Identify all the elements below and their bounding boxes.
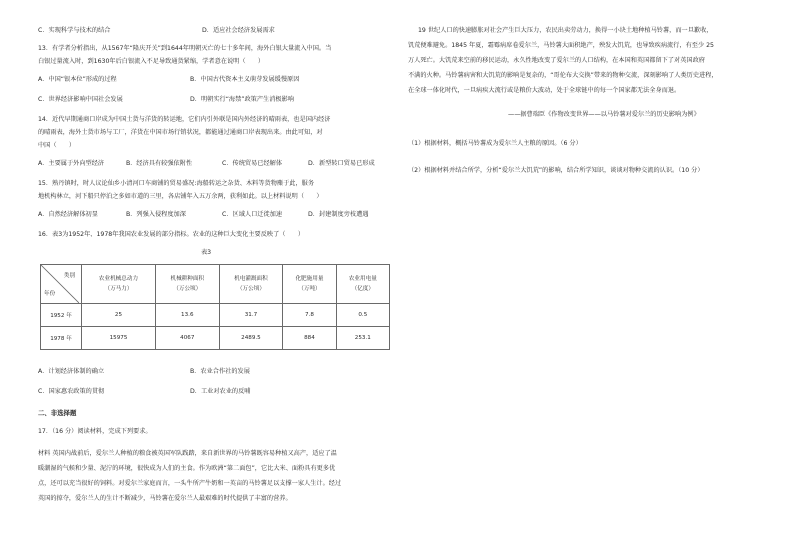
table-cell: 25 — [82, 304, 156, 327]
q16-option-d: D．工业对农业的反哺 — [190, 388, 251, 395]
material-paragraph-line1: 19 世纪人口的快速膨胀对社会产生巨大压力，农民出卖劳动力，换得一小块土地种植马铃薯，而一旦歉收， — [418, 27, 713, 34]
q17-subquestion-2: （2）根据材料并结合所学，分析“爱尔兰大饥荒”的影响，结合所学知识，谈谈对物种交流的认识。（10 分） — [408, 167, 704, 174]
q13-option-d: D．明朝实行“海禁”政策产生消极影响 — [190, 96, 294, 103]
table-cell: 0.5 — [336, 304, 389, 327]
q15-stem-line1: 15．熟丹镇时，时人议论仙乡小清河口车商铺的贸易盛况:海船转运之杂货、木料等货物麇于此，服务 — [38, 180, 315, 187]
corner-label-category: 类别 — [63, 273, 75, 279]
material-source: ——据曹瑞臣《作物改变世界——以马铃薯对爱尔兰的历史影响为例》 — [508, 111, 700, 118]
table-row-1978 — [41, 327, 390, 350]
material-paragraph-line5: 在全球一体化时代，一旦病疾大流行或是粮价大波动，处于全球链中的每一个国家都无法全身而退。 — [408, 87, 681, 94]
q17-material-line3: 点，还可以充当很好的饲料。对爱尔兰家庭而言，一头牛所产牛奶和一英亩的马铃薯足以支撑一家人生计。经过 — [38, 480, 342, 487]
q16-option-c: C．国家惠农政策的贯彻 — [38, 388, 105, 395]
table-cell: 2489.5 — [219, 327, 283, 350]
q17-subquestion-1: （1）根据材料，概括马铃薯成为爱尔兰人主粮的原因。（6 分） — [408, 140, 582, 147]
q17-material-line4: 英国的掠夺，爱尔兰人的生计不断减少，马铃薯在爱尔兰人最艰难的时代提供了丰富的营养。 — [38, 495, 292, 502]
q15-option-b: B．列强入侵程度加深 — [126, 211, 186, 218]
header-cell-fertilizer: 化肥施用量 （万吨） — [283, 265, 336, 304]
agriculture-table — [40, 264, 390, 350]
table-corner-cell — [41, 265, 82, 304]
table-row-1952 — [41, 304, 390, 327]
q14-option-b: B．经济具有较强依附性 — [126, 160, 193, 167]
table-cell: 13.6 — [155, 304, 219, 327]
section-heading-non-choice: 二、非选择题 — [38, 409, 77, 417]
q15-stem-line2: 地机构林立，河下船只停泊之多如市道的三里，各店铺年入五万余两，获利如此。以上材料说明（ ） — [38, 193, 323, 200]
q14-option-c: C．传统贸易已经解体 — [222, 160, 283, 167]
table-cell: 31.7 — [219, 304, 283, 327]
q12-option-c: C．实现科学与技术的结合 — [38, 27, 111, 34]
header-cell-irrigation-area: 机电灌溉面积 （万公顷） — [219, 265, 283, 304]
q16-stem: 16．表3为1952年、1978年我国农业发展的部分指标。农业的这种巨大变化主要反映了（ ） — [38, 231, 305, 238]
q16-option-b: B．农业合作社的发展 — [190, 368, 250, 375]
q17-stem: 17．（16 分）阅读材料，完成下列要求。 — [38, 428, 152, 435]
table-caption: 表3 — [201, 249, 212, 256]
header-cell-electricity: 农业用电量 （亿度） — [336, 265, 389, 304]
q13-stem-line2: 白银过量流入时，到1630年后白银流入不足导致通货紧缩，学者意在说明（ ） — [38, 58, 265, 65]
q14-option-d: D．新型转口贸易已形成 — [308, 160, 375, 167]
q15-option-a: A．自然经济解体初显 — [38, 211, 98, 218]
q15-option-d: D．封建制度旁枝遭遇 — [308, 211, 369, 218]
material-paragraph-line4: 不满的火种。马铃薯病害和大饥荒的影响是复杂的，“哥伦布大交换”带来的物种交流，深刻影响了人类历史进程， — [408, 72, 718, 79]
q14-stem-line1: 14．近代早期通商口岸成为中国土货与洋货的转运地，它们内引外联是国内外经济的晴雨表，也是国内经济 — [38, 116, 331, 123]
table-cell: 4067 — [155, 327, 219, 350]
table-cell-year: 1952 年 — [41, 304, 82, 327]
table-cell: 884 — [283, 327, 336, 350]
q13-stem-line1: 13．有学者分析指出，从1567年“隆庆开关”到1644年明朝灭亡的七十多年间，海外白银大量流入中国。当 — [38, 45, 332, 52]
q17-material-line2: 暖潮湿的气候和少量、泥泞的环境，很快成为人们的主食。作为欧洲“第二面包”，它比大米、面粉具有更多优 — [38, 465, 336, 472]
q14-option-a: A．主要属于外向型经济 — [38, 160, 105, 167]
q17-material-line1: 材料 英国内战前后，爱尔兰人种植的粮食被英国军队践踏，来自新世界的马铃薯既容易种植又高产，适应了温 — [38, 450, 337, 457]
table-cell: 15975 — [82, 327, 156, 350]
header-cell-mechanized-area: 机械耕种面积 （万公顷） — [155, 265, 219, 304]
table-cell: 253.1 — [336, 327, 389, 350]
q16-option-a: A．计划经济体制的确立 — [38, 368, 105, 375]
corner-label-year: 年份 — [44, 291, 56, 297]
q14-stem-line3: 中国（ ） — [38, 142, 76, 149]
q14-stem-line2: 的晴雨表，海外土货市场与工厂，洋货在中国市场行销状况，都能通过通商口岸表现出来。由此可知，对 — [38, 129, 323, 136]
table-header-row — [41, 265, 390, 304]
material-paragraph-line2: 饥荒便难避免。1845 年夏，霜霉病席卷爱尔兰，马铃薯大面积絶产，殃发大饥荒，也导致疾病流行，有至少 25 — [408, 42, 714, 49]
material-paragraph-line3: 万人死亡。大饥荒来空前的移民运动，永久性地改变了爱尔兰的人口结构，在本国和英国都留下了对英国政府 — [408, 57, 705, 64]
q15-option-c: C．区域人口迁徙加速 — [222, 211, 283, 218]
q13-option-b: B．中国古代资本主义萌芽发展缓慢原因 — [190, 76, 300, 83]
q13-option-c: C．世界经济影响中国社会发展 — [38, 96, 123, 103]
q12-option-d: D．适应社会经济发展需求 — [202, 27, 275, 34]
header-cell-machinery-power: 农业机械总动力 （万马力） — [82, 265, 156, 304]
table-cell: 7.8 — [283, 304, 336, 327]
q13-option-a: A．中国“银本位”形成的过程 — [38, 76, 117, 83]
table-cell-year: 1978 年 — [41, 327, 82, 350]
